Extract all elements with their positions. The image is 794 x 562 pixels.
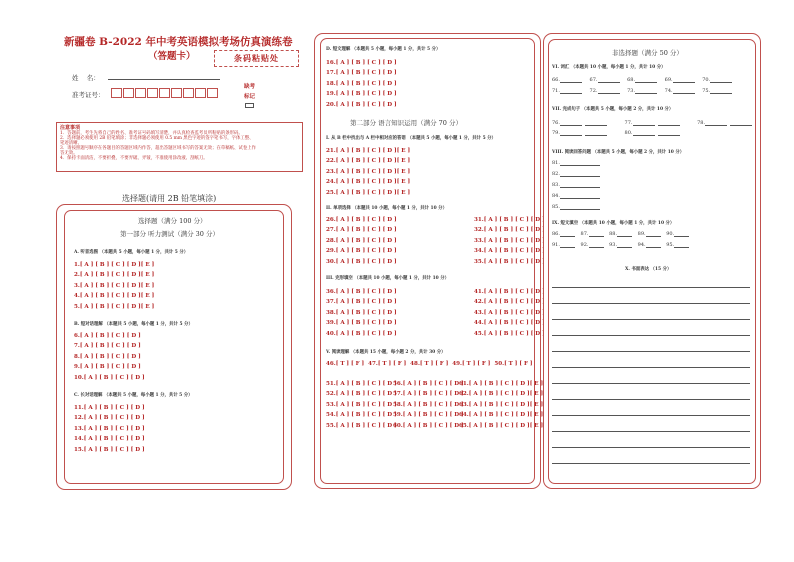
answer-row[interactable]: 65.[ A ] [ B ] [ C ] [ D ][ E ]: [459, 422, 544, 429]
section-d-rows: [326, 58, 397, 110]
blank-num: 75.: [702, 88, 711, 94]
blank-num: 88.: [609, 231, 618, 237]
blank-num: 76.: [552, 120, 560, 126]
section-ix-label: IX. 短文填空 （本题共 10 小题，每小题 1 分，共计 10 分）: [552, 221, 675, 226]
choice-box-title: 选择题（满分 100 分）: [138, 217, 207, 225]
barcode-area: [214, 50, 299, 67]
answer-blank[interactable]: [585, 120, 607, 126]
blank-num: 90.: [666, 231, 675, 237]
blank-num: 94.: [637, 242, 646, 248]
notes-box: [56, 122, 303, 172]
blank-num: 77.: [624, 120, 633, 126]
section-v-rows-c: [459, 379, 543, 431]
section-b-rows: [74, 331, 145, 383]
answer-row[interactable]: 1.[ A ] [ B ] [ C ] [ D ][ E ]: [74, 262, 155, 268]
blank-num: 73.: [627, 88, 636, 94]
blank-num: 70.: [702, 77, 711, 83]
answer-blank[interactable]: [633, 120, 655, 126]
answer-row[interactable]: 26.[ A ] [ B ] [ C ] [ D ]: [326, 217, 397, 223]
section-vii-label: VII. 完成句子 （本题共 5 小题，每小题 2 分，共计 10 分）: [552, 107, 674, 112]
digit-box[interactable]: [159, 88, 170, 98]
section-iii-rows-right: [474, 287, 545, 339]
answer-row[interactable]: 12.[ A ] [ B ] [ C ] [ D ]: [74, 415, 145, 422]
answer-row[interactable]: 19.[ A ] [ B ] [ C ] [ D ]: [326, 91, 397, 98]
answer-row[interactable]: 57.[ A ] [ B ] [ C ] [ D ]: [393, 391, 464, 398]
notes-line: 3．请按照题号顺序在各题目的答题区域内作答，超出答题区域书写的答案无效；在草稿纸、试卷上作: [60, 146, 256, 151]
answer-row[interactable]: 2.[ A ] [ B ] [ C ] [ D ][ E ]: [74, 272, 155, 279]
answer-row[interactable]: 24.[ A ] [ B ] [ C ] [ D ][ E ]: [326, 179, 411, 186]
writing-line[interactable]: [552, 319, 750, 320]
blank-num: 85.: [552, 204, 560, 210]
answer-row[interactable]: 60.[ A ] [ B ] [ C ] [ D ]: [393, 422, 464, 429]
writing-line[interactable]: [552, 463, 750, 464]
answer-row[interactable]: 6.[ A ] [ B ] [ C ] [ D ]: [74, 333, 141, 339]
blank-num: 68.: [627, 77, 636, 83]
answer-row[interactable]: 9.[ A ] [ B ] [ C ] [ D ]: [74, 364, 141, 371]
notes-line: 笔迹清晰。: [60, 141, 82, 146]
absent-label-2: 标记: [244, 94, 256, 100]
answer-blank[interactable]: [674, 242, 689, 248]
answer-row[interactable]: 43.[ A ] [ B ] [ C ] [ D ]: [474, 309, 545, 316]
answer-blank[interactable]: [560, 242, 575, 248]
writing-line[interactable]: [552, 399, 750, 400]
answer-blank[interactable]: [635, 88, 657, 94]
answer-blank[interactable]: [598, 88, 620, 94]
section-i-label: I. 从 B 栏中找出与 A 栏中相对应的答语 （本题共 5 小题，每小题 1 分，共计 5 分）: [326, 136, 496, 141]
blank-num: 71.: [552, 88, 560, 94]
answer-blank[interactable]: [710, 77, 732, 83]
fill-row-1: [552, 231, 689, 237]
notes-title: 注意事项: [60, 125, 81, 131]
answer-row[interactable]: 42.[ A ] [ B ] [ C ] [ D ]: [474, 299, 545, 306]
nonchoice-title: 非选择题（满分 50 分）: [612, 49, 683, 57]
answer-blank[interactable]: [705, 120, 727, 126]
answer-blank[interactable]: [560, 120, 582, 126]
blank-num: 81.: [552, 160, 560, 166]
answer-row[interactable]: 38.[ A ] [ B ] [ C ] [ D ]: [326, 309, 397, 316]
section-i-rows: [326, 146, 410, 198]
section-vi-label: VI. 词汇 （本题共 10 小题，每小题 1 分，共计 10 分）: [552, 65, 666, 70]
answer-blank[interactable]: [598, 77, 620, 83]
blank-num: 80.: [624, 130, 633, 136]
answer-blank[interactable]: [617, 242, 632, 248]
notes-line: 4．保持卡面清洁，不要折叠，不要弄破、弄皱，不准使用涂改液、刮纸刀。: [60, 156, 208, 161]
writing-line[interactable]: [552, 367, 750, 368]
answer-row[interactable]: 16.[ A ] [ B ] [ C ] [ D ]: [326, 60, 397, 66]
vocab-row-1: [552, 77, 732, 83]
answer-row[interactable]: 23.[ A ] [ B ] [ C ] [ D ][ E ]: [326, 168, 411, 175]
answer-row[interactable]: 20.[ A ] [ B ] [ C ] [ D ]: [326, 101, 397, 108]
writing-line[interactable]: [552, 351, 750, 352]
digit-box[interactable]: [147, 88, 158, 98]
section-d-label: D. 短文理解 （本题共 5 小题，每小题 1 分，共计 5 分）: [326, 47, 441, 52]
writing-line[interactable]: [552, 287, 750, 288]
blank-num: 79.: [552, 130, 560, 136]
answer-row[interactable]: 21.[ A ] [ B ] [ C ] [ D ][ E ]: [326, 148, 411, 154]
blank-num: 92.: [580, 242, 589, 248]
answer-row[interactable]: 33.[ A ] [ B ] [ C ] [ D ]: [474, 237, 545, 244]
answer-row[interactable]: 5.[ A ] [ B ] [ C ] [ D ][ E ]: [74, 303, 155, 310]
answer-row[interactable]: 51.[ A ] [ B ] [ C ] [ D ]: [326, 381, 397, 387]
answer-blank[interactable]: [658, 120, 680, 126]
section-a-label: A. 听音选图 （本题共 5 小题，每小题 1 分，共计 5 分）: [74, 250, 189, 255]
barcode-label: 条码粘贴处: [234, 53, 279, 63]
answer-blank[interactable]: [560, 182, 600, 188]
answer-row[interactable]: 32.[ A ] [ B ] [ C ] [ D ]: [474, 227, 545, 234]
answer-blank[interactable]: [730, 120, 752, 126]
answer-blank[interactable]: [589, 242, 604, 248]
answer-row[interactable]: 56.[ A ] [ B ] [ C ] [ D ]: [393, 381, 464, 387]
true-false-row[interactable]: 46.[ T ] [ F ] 47.[ T ] [ F ] 48.[ T ] [ F ] 49.[ T ] [ F ] 50.[ T ] [ F ]: [326, 361, 533, 367]
blank-num: 83.: [552, 182, 560, 188]
answer-blank[interactable]: [673, 88, 695, 94]
answer-row[interactable]: 41.[ A ] [ B ] [ C ] [ D ]: [474, 289, 545, 295]
answer-blank[interactable]: [589, 231, 604, 237]
answer-row[interactable]: 25.[ A ] [ B ] [ C ] [ D ][ E ]: [326, 189, 411, 196]
answer-row[interactable]: 61.[ A ] [ B ] [ C ] [ D ][ E ]: [459, 381, 544, 387]
answer-row[interactable]: 14.[ A ] [ B ] [ C ] [ D ]: [74, 436, 145, 443]
section-c-rows: [74, 403, 145, 455]
section-b-label: B. 短对话理解 （本题共 5 小题，每小题 1 分，共计 5 分）: [74, 322, 193, 327]
name-label: 姓 名：: [72, 74, 100, 82]
answer-row[interactable]: 37.[ A ] [ B ] [ C ] [ D ]: [326, 299, 397, 306]
reading-answers: [552, 160, 600, 215]
answer-row[interactable]: 64.[ A ] [ B ] [ C ] [ D ][ E ]: [459, 412, 544, 419]
answer-blank[interactable]: [560, 130, 582, 136]
blank-num: 93.: [609, 242, 618, 248]
vocab-row-2: [552, 88, 732, 94]
section-v-rows-a: [326, 379, 397, 431]
blank-num: 89.: [637, 231, 646, 237]
digit-box[interactable]: [123, 88, 134, 98]
exam-no-label: 准考证号：: [72, 91, 105, 99]
section-v-rows-b: [393, 379, 464, 431]
answer-row[interactable]: 3.[ A ] [ B ] [ C ] [ D ][ E ]: [74, 282, 155, 289]
part2-title: 第二部分 语言知识运用（满分 70 分）: [350, 119, 462, 127]
answer-row[interactable]: 55.[ A ] [ B ] [ C ] [ D ]: [326, 422, 397, 429]
absent-mark-box[interactable]: [245, 103, 254, 108]
answer-blank[interactable]: [635, 77, 657, 83]
answer-row[interactable]: 4.[ A ] [ B ] [ C ] [ D ][ E ]: [74, 293, 155, 300]
blank-num: 91.: [552, 242, 560, 248]
answer-blank[interactable]: [674, 231, 689, 237]
page-title: 新疆卷 B-2022 年中考英语模拟考场仿真演练卷: [64, 36, 293, 48]
answer-row[interactable]: 54.[ A ] [ B ] [ C ] [ D ]: [326, 412, 397, 419]
answer-row[interactable]: 30.[ A ] [ B ] [ C ] [ D ]: [326, 258, 397, 265]
answer-row[interactable]: 34.[ A ] [ B ] [ C ] [ D ]: [474, 248, 545, 255]
blank-num: 86.: [552, 231, 560, 237]
digit-box[interactable]: [111, 88, 122, 98]
blank-num: 67.: [589, 77, 598, 83]
answer-blank[interactable]: [560, 204, 600, 210]
answer-blank[interactable]: [646, 231, 661, 237]
answer-row[interactable]: 18.[ A ] [ B ] [ C ] [ D ]: [326, 80, 397, 87]
answer-row[interactable]: 17.[ A ] [ B ] [ C ] [ D ]: [326, 70, 397, 77]
answer-row[interactable]: 45.[ A ] [ B ] [ C ] [ D ]: [474, 330, 545, 337]
absent-label-1: 缺考: [244, 84, 256, 90]
answer-row[interactable]: 39.[ A ] [ B ] [ C ] [ D ]: [326, 320, 397, 327]
answer-row[interactable]: 29.[ A ] [ B ] [ C ] [ D ]: [326, 248, 397, 255]
blank-num: 69.: [664, 77, 673, 83]
blank-num: 82.: [552, 171, 560, 177]
answer-row[interactable]: 31.[ A ] [ B ] [ C ] [ D ]: [474, 217, 545, 223]
blank-num: 87.: [580, 231, 589, 237]
answer-row[interactable]: 13.[ A ] [ B ] [ C ] [ D ]: [74, 425, 145, 432]
writing-line[interactable]: [552, 335, 750, 336]
answer-row[interactable]: 58.[ A ] [ B ] [ C ] [ D ]: [393, 401, 464, 408]
section-ii-rows-right: [474, 215, 545, 267]
part1-title: 第一部分 听力测试（满分 30 分）: [120, 230, 219, 238]
blank-num: 95.: [666, 242, 675, 248]
blank-num: 78.: [697, 120, 706, 126]
writing-line[interactable]: [552, 303, 750, 304]
notes-line: 2．选择题必须使用 2B 铅笔填涂；非选择题必须使用 0.5 mm 黑色字迹的签字笔书写，字体工整、: [60, 136, 254, 141]
digit-box[interactable]: [207, 88, 218, 98]
answer-row[interactable]: 15.[ A ] [ B ] [ C ] [ D ]: [74, 446, 145, 453]
answer-blank[interactable]: [560, 171, 600, 177]
answer-row[interactable]: 28.[ A ] [ B ] [ C ] [ D ]: [326, 237, 397, 244]
answer-blank[interactable]: [673, 77, 695, 83]
section-v-label: V. 阅读理解 （本题共 15 小题，每小题 2 分，共计 30 分）: [326, 350, 446, 355]
answer-row[interactable]: 59.[ A ] [ B ] [ C ] [ D ]: [393, 412, 464, 419]
section-c-label: C. 长对话理解 （本题共 5 小题，每小题 1 分，共计 5 分）: [74, 393, 193, 398]
answer-row[interactable]: 22.[ A ] [ B ] [ C ] [ D ][ E ]: [326, 158, 411, 165]
notes-line: 答无效。: [60, 151, 78, 156]
answer-row[interactable]: 44.[ A ] [ B ] [ C ] [ D ]: [474, 320, 545, 327]
answer-blank[interactable]: [560, 231, 575, 237]
section-iii-rows-left: [326, 287, 397, 339]
answer-blank[interactable]: [560, 193, 600, 199]
answer-blank[interactable]: [560, 88, 582, 94]
digit-box[interactable]: [171, 88, 182, 98]
answer-row[interactable]: 63.[ A ] [ B ] [ C ] [ D ][ E ]: [459, 401, 544, 408]
answer-row[interactable]: 36.[ A ] [ B ] [ C ] [ D ]: [326, 289, 397, 295]
name-field[interactable]: [108, 79, 220, 80]
writing-line[interactable]: [552, 431, 750, 432]
answer-blank[interactable]: [617, 231, 632, 237]
digit-box[interactable]: [135, 88, 146, 98]
blank-num: 84.: [552, 193, 560, 199]
notes-line: 1．答题前，考生先将自己的姓名、准考证号码填写清楚，并认真检查监考员所粘贴的条形码。: [60, 131, 243, 136]
answer-row[interactable]: 40.[ A ] [ B ] [ C ] [ D ]: [326, 330, 397, 337]
section-a-rows: [74, 260, 154, 312]
answer-blank[interactable]: [560, 77, 582, 83]
section-ii-label: II. 单项选择 （本题共 10 小题，每小题 1 分，共计 10 分）: [326, 206, 447, 211]
fill-row-2: [552, 242, 689, 248]
answer-blank[interactable]: [710, 88, 732, 94]
answer-row[interactable]: 35.[ A ] [ B ] [ C ] [ D ]: [474, 258, 545, 265]
answer-row[interactable]: 52.[ A ] [ B ] [ C ] [ D ]: [326, 391, 397, 398]
digit-box[interactable]: [183, 88, 194, 98]
section-iii-label: III. 完形填空 （本题共 10 小题，每小题 1 分，共计 10 分）: [326, 276, 450, 281]
answer-row[interactable]: 62.[ A ] [ B ] [ C ] [ D ][ E ]: [459, 391, 544, 398]
blank-num: 72.: [589, 88, 598, 94]
sentence-row-2: [552, 130, 680, 136]
section-ii-rows-left: [326, 215, 397, 267]
sentence-row-1: [552, 120, 752, 126]
page-subtitle: （答题卡）: [148, 51, 196, 62]
section-x-label: X. 书面表达 （15 分）: [625, 267, 672, 272]
digit-box[interactable]: [195, 88, 206, 98]
choice-heading: 选择题(请用 2B 铅笔填涂): [122, 194, 217, 203]
answer-row[interactable]: 8.[ A ] [ B ] [ C ] [ D ]: [74, 353, 141, 360]
writing-line[interactable]: [552, 447, 750, 448]
section-viii-label: VIII. 阅读回答问题 （本题共 5 小题，每小题 2 分，共计 10 分）: [552, 150, 685, 155]
blank-num: 74.: [664, 88, 673, 94]
answer-row[interactable]: 27.[ A ] [ B ] [ C ] [ D ]: [326, 227, 397, 234]
answer-row[interactable]: 7.[ A ] [ B ] [ C ] [ D ]: [74, 343, 141, 350]
answer-row[interactable]: 11.[ A ] [ B ] [ C ] [ D ]: [74, 405, 145, 411]
answer-row[interactable]: 10.[ A ] [ B ] [ C ] [ D ]: [74, 374, 145, 381]
blank-num: 66.: [552, 77, 560, 83]
writing-line[interactable]: [552, 383, 750, 384]
answer-blank[interactable]: [658, 130, 680, 136]
exam-no-boxes[interactable]: [111, 88, 219, 98]
answer-blank[interactable]: [560, 160, 600, 166]
answer-blank[interactable]: [585, 130, 607, 136]
writing-line[interactable]: [552, 415, 750, 416]
answer-row[interactable]: 53.[ A ] [ B ] [ C ] [ D ]: [326, 401, 397, 408]
answer-blank[interactable]: [633, 130, 655, 136]
answer-blank[interactable]: [646, 242, 661, 248]
